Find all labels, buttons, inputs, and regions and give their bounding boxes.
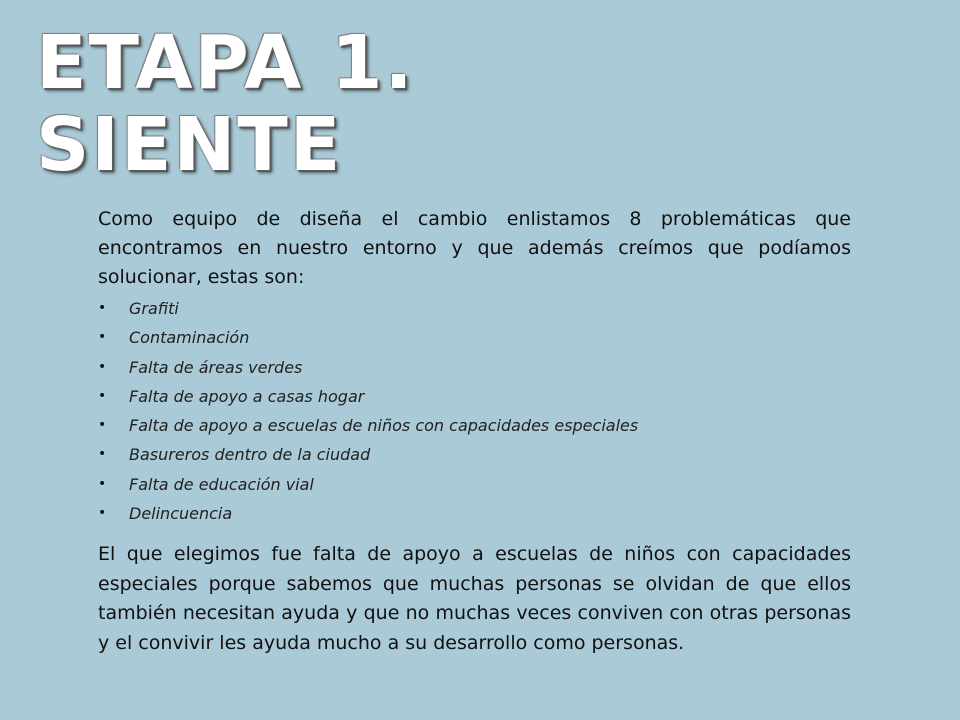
list-item-text: Basureros dentro de la ciudad [129,445,371,465]
bullet-icon: • [98,387,107,404]
list-item-text: Grafiti [129,299,179,318]
list-item-text: Delincuencia [129,504,233,524]
list-item [98,411,851,440]
slide-title-line-2: SIENTE [36,102,343,188]
conclusion-paragraph: El que elegimos fue falta de apoyo a escuelas de niños con capacidades especiales porque sabemos que muchas personas se olvidan de que ellos también necesitan ayuda y que no muchas veces conviven con otras personas y el convivir les ayuda mucho a su desarrollo como personas. [98,543,851,654]
bullet-icon: • [98,475,107,492]
list-item [98,382,851,411]
bullet-icon: • [98,505,107,522]
bullet-icon: • [98,417,107,434]
list-item [98,470,851,499]
list-item-text: Falta de apoyo a casas hogar [129,386,365,406]
list-item [98,294,851,323]
bullet-icon: • [98,329,107,346]
slide-body [98,205,851,658]
list-item-text: Falta de áreas verdes [129,357,303,377]
list-item-text: Falta de apoyo a escuelas de niños con capacidades especiales [129,416,639,436]
bullet-icon: • [98,300,107,316]
list-item-text: Falta de educación vial [129,474,314,494]
intro-paragraph: Como equipo de diseña el cambio enlistamos 8 problemáticas que encontramos en nuestro entorno y que además creímos que podíamos solucionar, estas son: [98,208,851,288]
bullet-icon: • [98,446,107,463]
list-item [98,499,851,528]
list-item [98,353,851,382]
slide-title-line-1: ETAPA 1. [36,20,415,106]
list-item-text: Contaminación [129,328,250,348]
problems-list [98,294,851,528]
list-item [98,323,851,352]
bullet-icon: • [98,358,107,375]
list-item [98,440,851,469]
